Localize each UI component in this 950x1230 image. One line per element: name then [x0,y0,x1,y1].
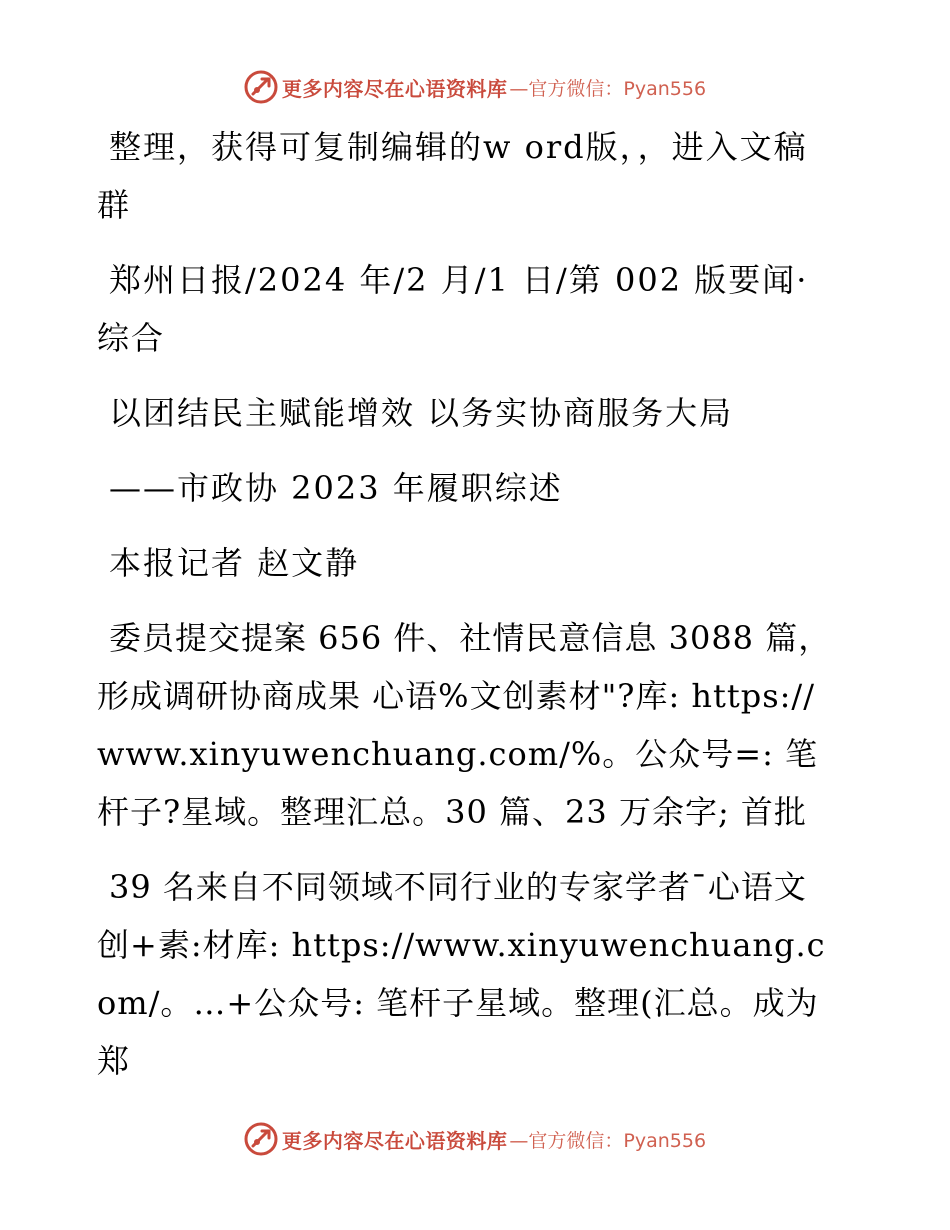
header-banner-tail: —官方微信：Pyan556 [509,77,707,100]
paragraph-1: 整理，获得可复制编辑的w ord版，，进入文稿 群 [97,128,808,224]
header-banner-main: 更多内容尽在心语资料库 [281,76,508,101]
footer-banner-tail: —官方微信：Pyan556 [509,1129,707,1152]
byline: 本报记者 赵文静 [109,544,360,582]
article-subtitle: ——市政协 2023 年履职综述 [109,469,563,507]
header-banner [0,70,950,104]
footer-banner [0,1122,950,1156]
paragraph-2: 郑州日报/2024 年/2 月/1 日/第 002 版要闻· 综合 [97,261,809,357]
paragraph-6: 委员提交提案 656 件、社情民意信息 3088 篇， 形成调研协商成果 心语%文创素材"?库: https://www.xinyuwenchuang.com/%。公众号=: 笔杆子?星域。整理汇总。30 篇、23 万余字; 首批 [97,619,832,831]
footer-banner-main: 更多内容尽在心语资料库 [281,1128,508,1153]
paragraph-7: 39 名来自不同领域不同行业的专家学者¯心语文 创+素:材库: https://www.xinyuwenchuang.com/。…+公众号: 笔杆子星域。整理(汇总。成为郑 [97,868,826,1080]
logo-icon [244,1122,278,1156]
logo-icon [244,70,278,104]
article-title: 以团结民主赋能增效 以务实协商服务大局 [109,394,734,432]
document-body [97,118,837,1107]
